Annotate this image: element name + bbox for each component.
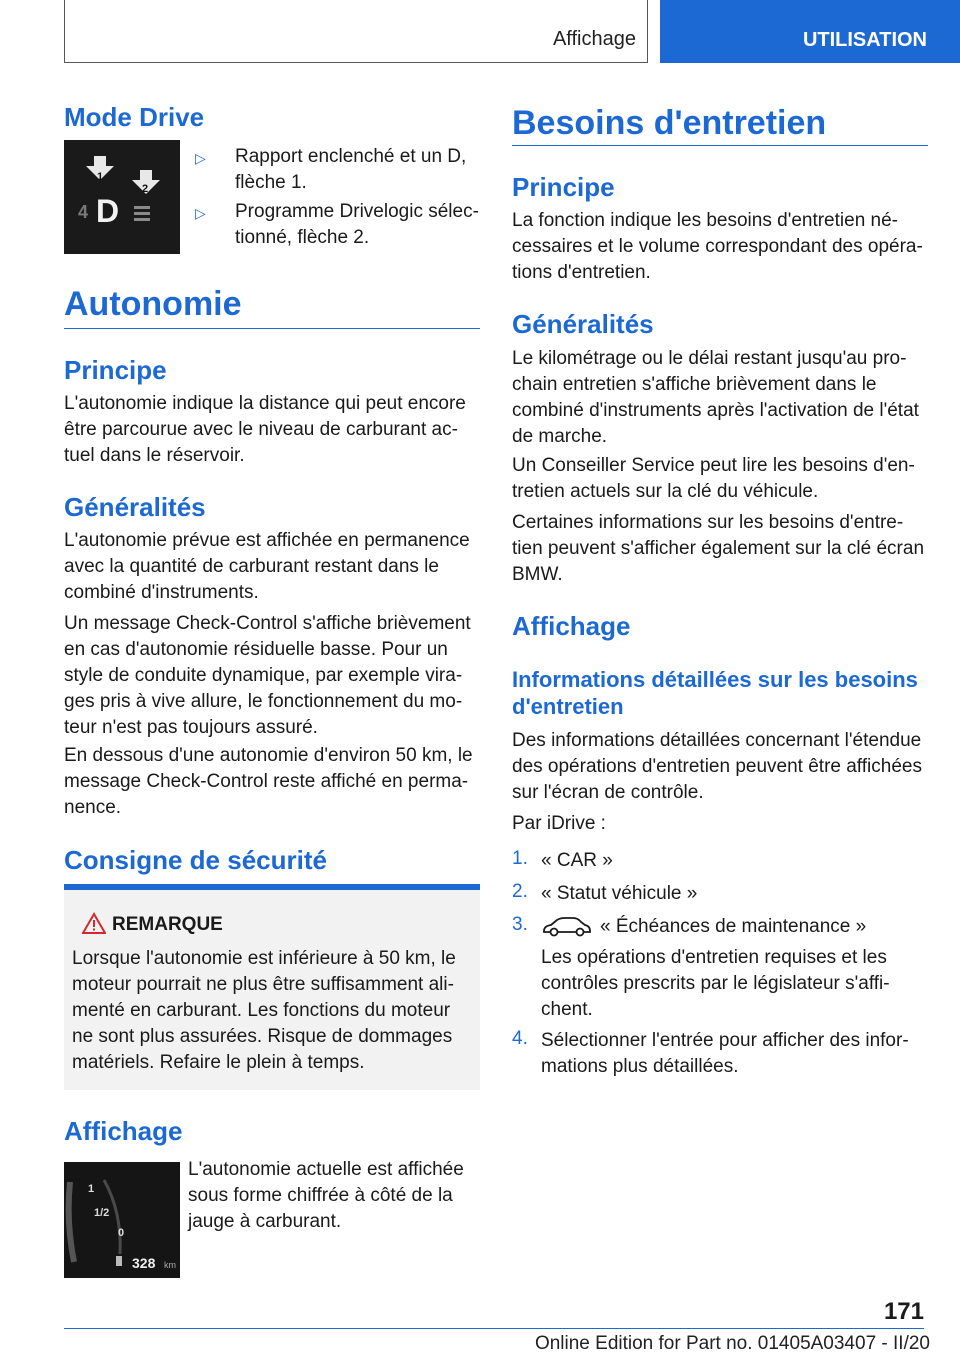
besoins-title: Besoins d'entretien — [512, 104, 827, 142]
mode-drive-image — [64, 140, 180, 254]
step-1-text: « CAR » — [541, 850, 613, 871]
arrow-1-label: 1 — [97, 171, 104, 183]
header-chapter-label: UTILISATION — [802, 29, 927, 51]
warning-triangle-icon — [82, 912, 106, 934]
warning-text: Lorsque l'autonomie est inférieure à 50 km, le moteur pourrait ne plus être suffisamment ali-menté en carburant. Les fonctions du moteur ne sont plus assurées. Risque de dommages matériels. Refaire le plein à temps. — [72, 948, 456, 1073]
gear-d-label: D — [96, 193, 120, 229]
autonomie-generalites-p1: L'autonomie prévue est affichée en permanence avec la quantité de carburant restant dans le combiné d'instruments. — [64, 530, 470, 603]
besoins-rule — [512, 145, 928, 146]
gear-4-label: 4 — [78, 202, 89, 222]
besoins-generalites-p2: Un Conseiller Service peut lire les besoins d'en-tretien actuels sur la clé du véhicule. — [512, 455, 915, 502]
step-3-number: 3. — [512, 914, 528, 935]
range-value: 328 — [132, 1255, 156, 1271]
step-2-text: « Statut véhicule » — [541, 883, 698, 904]
step-3-text: « Échéances de maintenance » — [600, 916, 867, 937]
warning-label: REMARQUE — [112, 914, 223, 935]
gauge-full-label: 1 — [88, 1183, 95, 1195]
consigne-title: Consigne de sécurité — [64, 845, 327, 875]
warning-box — [64, 890, 480, 1090]
step-4-text: Sélectionner l'entrée pour afficher des infor-mations plus détaillées. — [541, 1030, 909, 1077]
triangle-bullet-icon: ▷ — [195, 205, 206, 221]
step-3 — [512, 914, 928, 944]
mode-drive-title: Mode Drive — [64, 102, 205, 132]
page-number: 171 — [883, 1298, 924, 1325]
header-chapter-tab — [660, 0, 960, 63]
step-1 — [512, 848, 928, 878]
besoins-principe-title: Principe — [512, 172, 615, 202]
besoins-generalites-title: Généralités — [512, 309, 654, 339]
header-section-title: Affichage — [552, 28, 636, 50]
footer-edition: Online Edition for Part no. 01405A03407 - II/20 — [534, 1333, 930, 1354]
autonomie-generalites-p2: Un message Check-Control s'affiche brièvement en cas d'autonomie résiduelle basse. Pour un style de conduite dynamique, par exemple vira-ges pris à vive allure, le fonctionnement du mo-teur n'est pas toujours assuré. — [64, 613, 471, 738]
autonomie-title: Autonomie — [64, 285, 242, 323]
step-4 — [512, 1028, 928, 1084]
car-icon — [541, 916, 593, 938]
step-2 — [512, 881, 928, 911]
drive-display-graphic — [64, 140, 180, 254]
besoins-affichage-title: Affichage — [512, 611, 631, 641]
arrow-2-label: 2 — [142, 183, 149, 195]
idrive-text: Par iDrive : — [512, 813, 606, 834]
step-1-number: 1. — [512, 848, 528, 869]
besoins-principe-text: La fonction indique les besoins d'entretien né-cessaires et le volume correspondant des opéra-tions d'entretien. — [512, 210, 923, 283]
gauge-half-label: 1/2 — [94, 1207, 110, 1219]
fuel-pump-icon — [116, 1256, 122, 1266]
step-4-number: 4. — [512, 1028, 528, 1049]
gauge-empty-label: 0 — [118, 1227, 125, 1239]
besoins-generalites-p3: Certaines informations sur les besoins d'entre-tien peuvent s'afficher également sur la clé écran BMW. — [512, 512, 925, 585]
triangle-bullet-icon: ▷ — [195, 150, 206, 166]
step-3-detail: Les opérations d'entretien requises et les contrôles prescrits par le législateur s'affi-chent. — [541, 947, 890, 1020]
autonomie-generalites-title: Généralités — [64, 492, 206, 522]
autonomie-affichage-text: L'autonomie actuelle est affichée sous forme chiffrée à côté de la jauge à carburant. — [188, 1159, 464, 1232]
autonomie-principe-title: Principe — [64, 355, 167, 385]
fuel-gauge-graphic — [64, 1162, 180, 1278]
info-text: Des informations détaillées concernant l'étendue des opérations d'entretien peuvent être affichées sur l'écran de contrôle. — [512, 730, 922, 803]
autonomie-principe-text: L'autonomie indique la distance qui peut encore être parcourue avec le niveau de carburant ac-tuel dans le réservoir. — [64, 393, 466, 466]
range-unit: km — [164, 1260, 176, 1270]
info-title: Informations détaillées sur les besoins d'entretien — [512, 667, 918, 719]
footer-rule — [64, 1328, 924, 1329]
fuel-gauge-image — [64, 1162, 180, 1278]
autonomie-rule — [64, 328, 480, 329]
autonomie-generalites-p3: En dessous d'une autonomie d'environ 50 km, le message Check-Control reste affiché en perma-nence. — [64, 745, 473, 818]
autonomie-affichage-title: Affichage — [64, 1116, 183, 1146]
step-2-number: 2. — [512, 881, 528, 902]
besoins-generalites-p1: Le kilométrage ou le délai restant jusqu'au pro-chain entretien s'affiche brièvement dans le combiné d'instruments après l'activation de l'état de marche. — [512, 348, 919, 447]
